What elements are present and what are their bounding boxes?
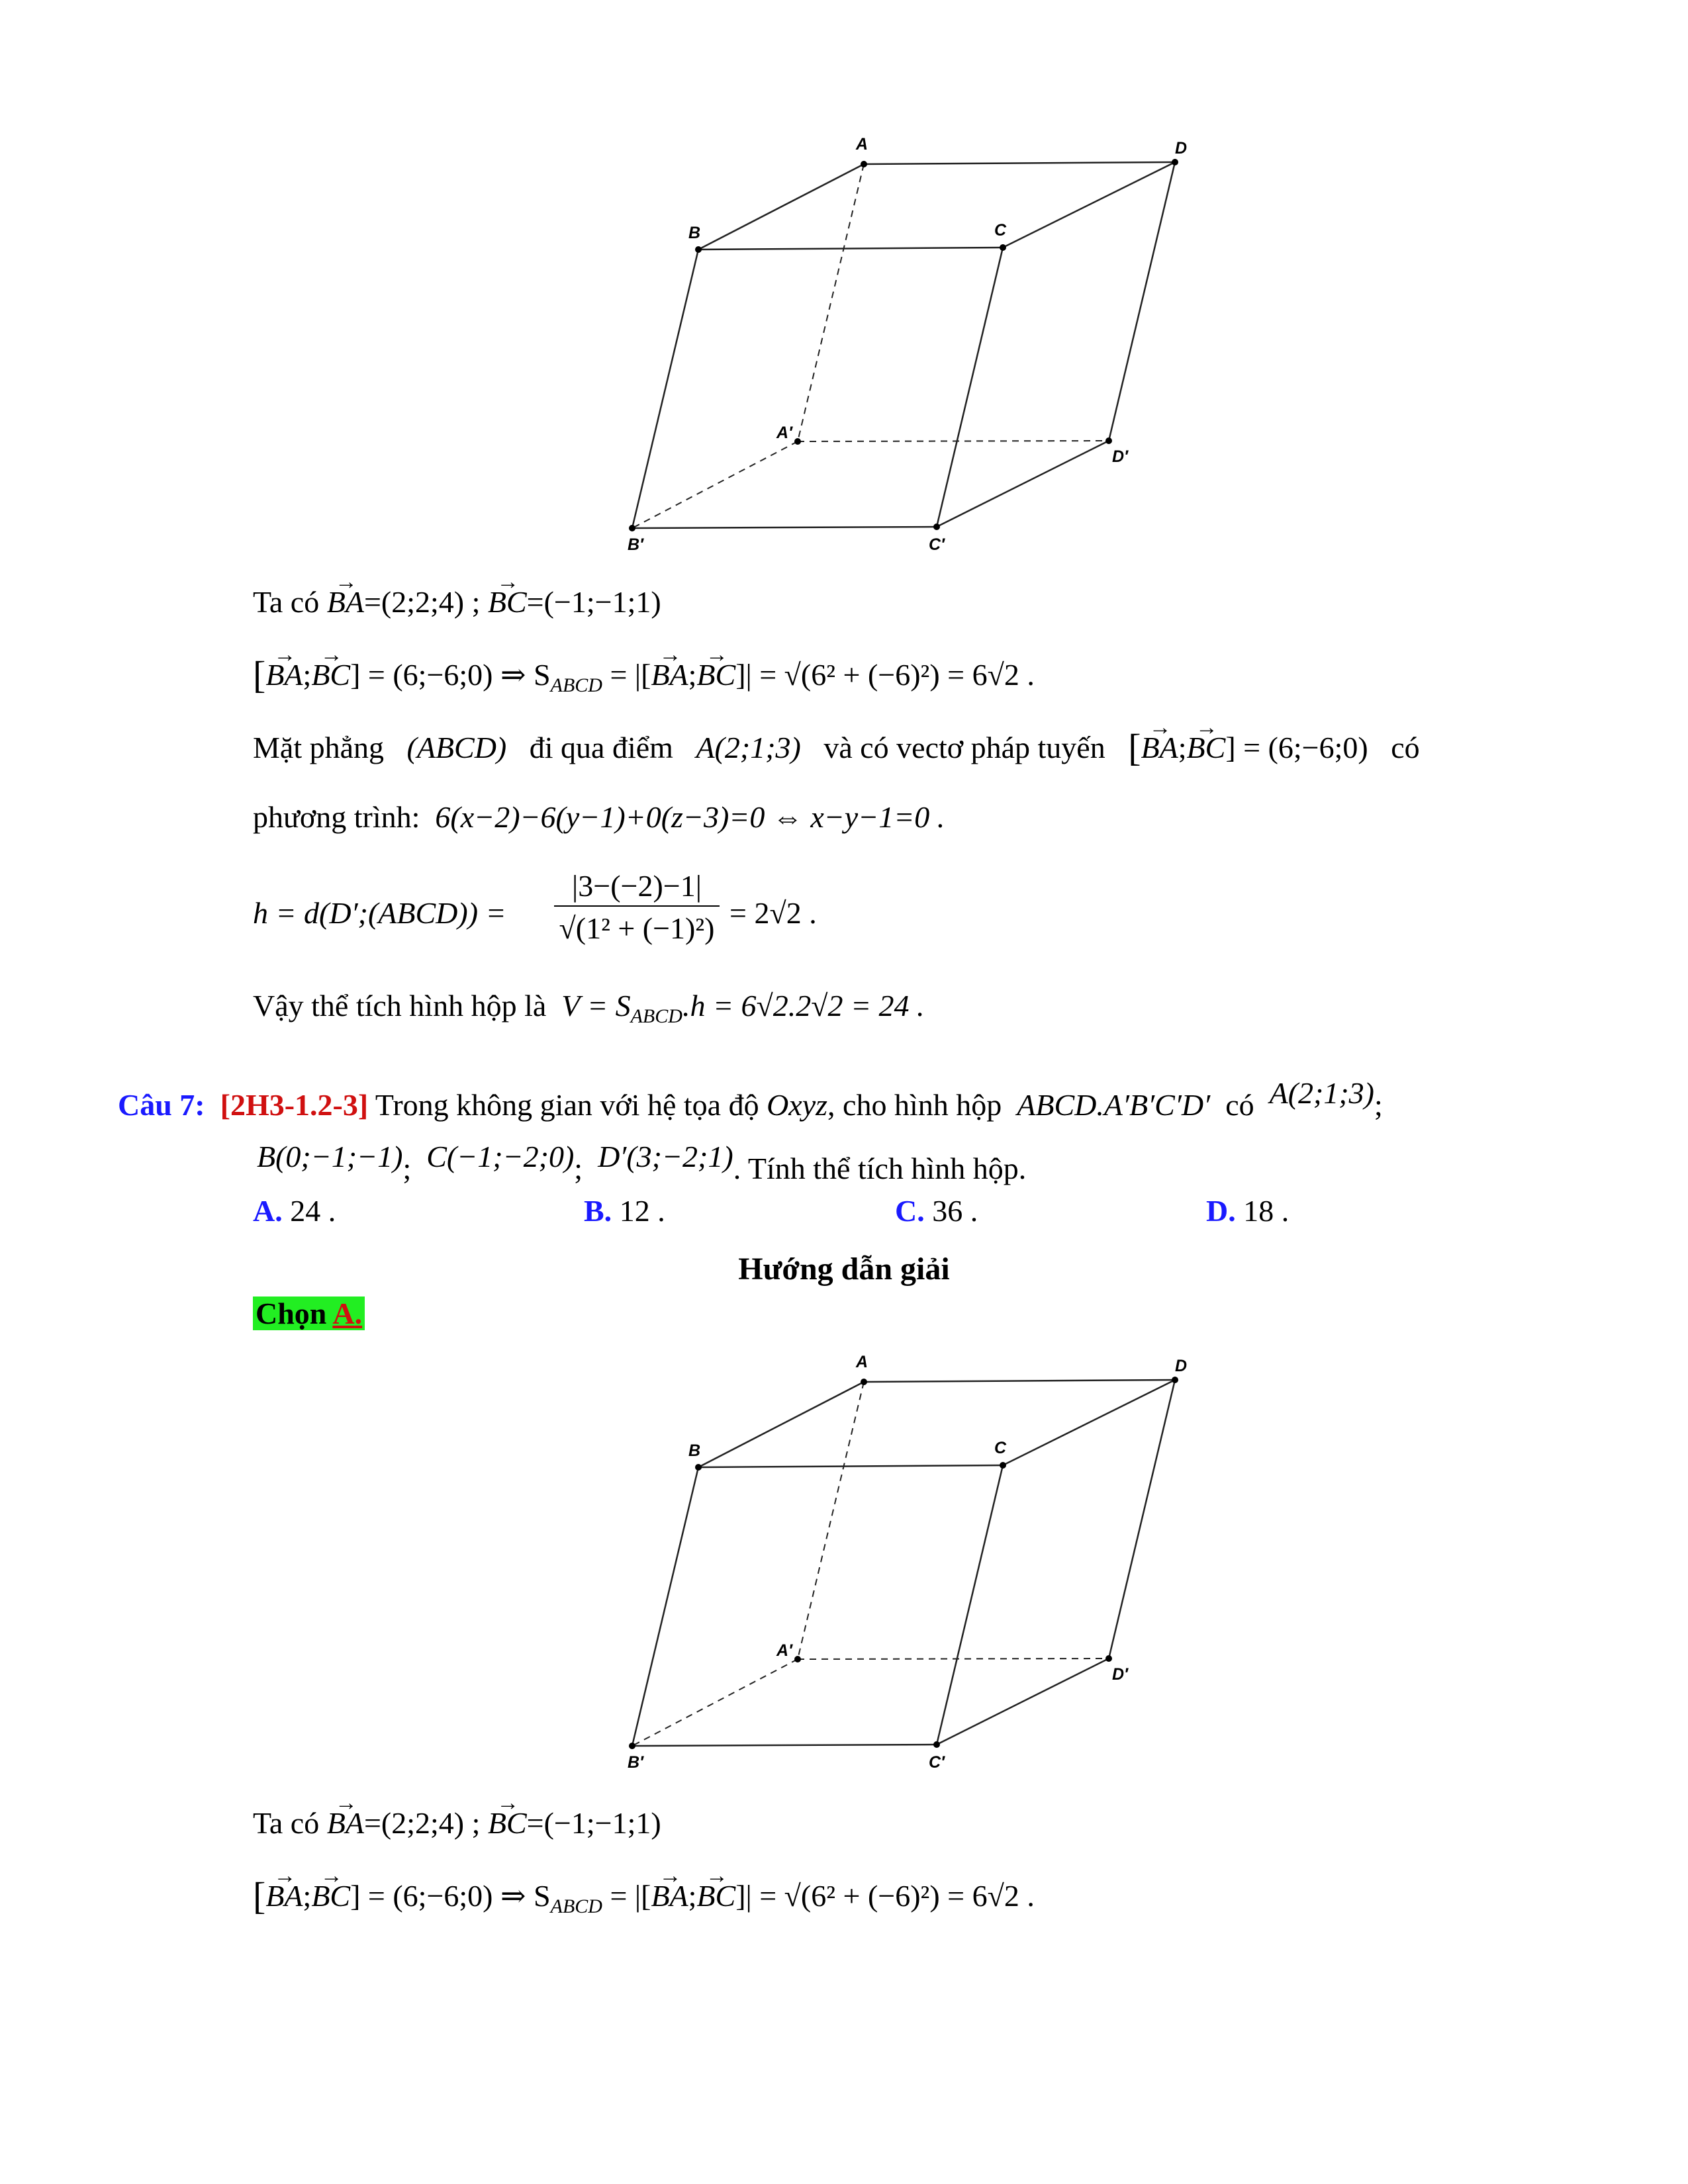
parallelepiped-figure-2 [583, 1343, 1205, 1774]
edge-CC1 [937, 248, 1003, 527]
edge-A1B1-hidden [632, 441, 798, 528]
label-C-prime: C′ [929, 535, 945, 554]
edge-C1D1 [937, 441, 1109, 527]
vector-BC: → BC [488, 582, 527, 622]
label-B: B [688, 1441, 701, 1460]
label-D: D [1175, 1357, 1188, 1375]
edge-B1C1 [632, 527, 937, 528]
label-A: A [856, 1353, 868, 1371]
question-code: [2H3-1.2-3] [220, 1088, 369, 1122]
solution-heading: Hướng dẫn giải [738, 1251, 950, 1287]
question-line-2: B(0;−1;−1); C(−1;−2;0); D′(3;−2;1). Tính thể tích hình hộp. [257, 1140, 1027, 1185]
parallelepiped-diagram-2 [583, 1343, 1205, 1774]
sol1-line-6: Vậy thể tích hình hộp là $V = S_{ABCD}.h = 6√2.2√2 = 24$ . [253, 989, 925, 1027]
option-c[interactable]: C. 36 . [895, 1194, 978, 1228]
choice-line [253, 1294, 365, 1334]
label-D: D [1175, 139, 1188, 158]
question-line-1: Câu 7: [2H3-1.2-3] Trong không gian với hệ tọa độ Oxyz, cho hình hộp ABCD.A′B′C′D′ có A(2;1;3); [118, 1076, 1383, 1122]
option-a[interactable]: A. 24 . [253, 1194, 336, 1228]
sol1-line-4: phương trình: 6(x−2)−6(y−1)+0(z−3)=0 ⇔ x−y−1=0 . [253, 800, 945, 834]
question-label: Câu 7: [118, 1088, 205, 1122]
option-b[interactable]: B. 12 . [584, 1194, 665, 1228]
parallelepiped-diagram-1 [583, 126, 1205, 556]
sol2-line-1: Ta có → BA=(2;2;4) ; → BC=(−1;−1;1) [253, 1803, 661, 1843]
edge-AD [864, 162, 1175, 164]
label-C: C [994, 221, 1007, 240]
label-A-prime: A′ [776, 1641, 793, 1660]
label-A-prime: A′ [776, 424, 793, 442]
edge-BA [698, 164, 864, 250]
label-B-prime: B′ [628, 535, 644, 554]
label-D-prime: D′ [1112, 1665, 1129, 1684]
edge-CD [1003, 162, 1175, 248]
label-C-prime: C′ [929, 1753, 945, 1772]
parallelepiped-figure-1 [583, 126, 1205, 556]
sol1-line-1: Ta có → BA=(2;2;4) ; → BC=(−1;−1;1) [253, 582, 661, 622]
sol2-line-2: [→ BA;→ BC] = (6;−6;0) ⇒ $S_{ABCD}$ = |[→ BA;→ BC]| = √(6² + (−6)²) = 6√2 . [253, 1876, 1035, 1927]
label-B: B [688, 224, 701, 242]
label-C: C [994, 1439, 1007, 1457]
edge-BC [698, 248, 1003, 250]
option-d[interactable]: D. 18 . [1206, 1194, 1289, 1228]
sol1-line-2: [→ BA;→ BC] = (6;−6;0) ⇒ $S_{ABCD}$ = |[→ BA;→ BC]| = √(6² + (−6)²) = 6√2 . [253, 655, 1035, 705]
fraction: |3−(−2)−1| √(1² + (−1)²) [554, 867, 720, 950]
edge-DD1 [1109, 162, 1175, 441]
label-A: A [856, 135, 868, 154]
label-B-prime: B′ [628, 1753, 644, 1772]
sol1-line-3: Mặt phẳng (ABCD) đi qua điểm A(2;1;3) và có vectơ pháp tuyến [→ BA;→ BC] = (6;−6;0) có [253, 728, 1577, 768]
edge-AA1-hidden [798, 164, 864, 441]
choice-highlight: Chọn A. [253, 1297, 365, 1330]
edge-BB1 [632, 250, 698, 528]
vector-BA: → BA [327, 582, 364, 622]
label-D-prime: D′ [1112, 447, 1129, 466]
